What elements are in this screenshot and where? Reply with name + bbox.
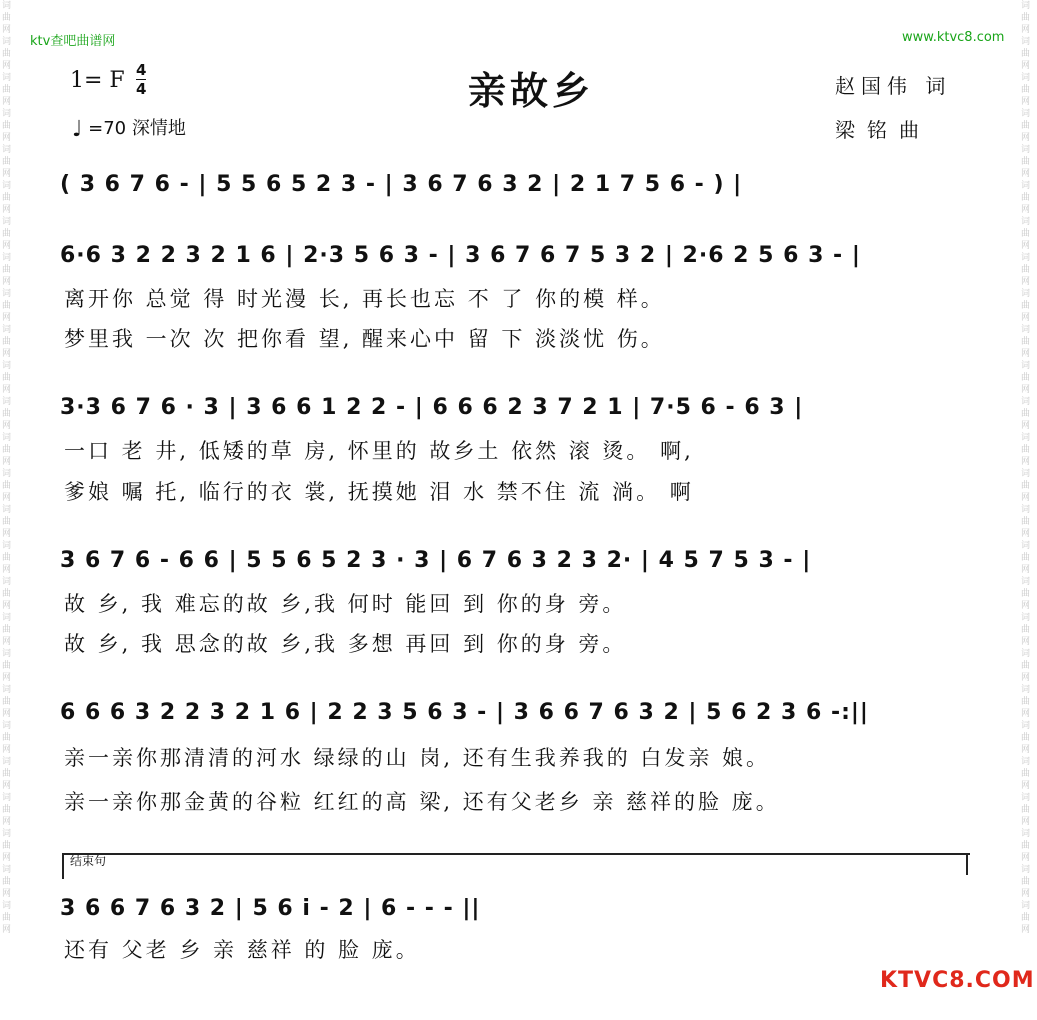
lyricist: 赵国伟 词 (835, 74, 952, 98)
ending-label: 结束句 (70, 854, 107, 868)
side-watermark-right: 词曲网词曲网词曲网词曲网词曲网词曲网词曲网词曲网词曲网词曲网词曲网词曲网词曲网词曲网词曲网词曲网词曲网词曲网词曲网词曲网词曲网词曲网词曲网词曲网词曲网词曲网 (1021, 1, 1031, 935)
ending-bracket (62, 853, 970, 879)
score-line-3-lyric-2: 故 乡, 我 思念的故 乡,我 多想 再回 到 你的身 旁。 (64, 632, 627, 656)
score-line-1-lyric-1: 离开你 总觉 得 时光漫 长, 再长也忘 不 了 你的模 样。 (64, 287, 665, 311)
tempo-text: =70 深情地 (88, 118, 186, 139)
time-bottom: 4 (136, 80, 147, 98)
key-signature: 1= F (70, 68, 125, 93)
logo-text: KTVC8.COM (880, 968, 1035, 993)
score-line-1-lyric-2: 梦里我 一次 次 把你看 望, 醒来心中 留 下 淡淡忧 伤。 (64, 327, 665, 351)
score-line-3-lyric-1: 故 乡, 我 难忘的故 乡,我 何时 能回 到 你的身 旁。 (64, 592, 627, 616)
score-line-2-lyric-1: 一口 老 井, 低矮的草 房, 怀里的 故乡土 依然 滚 烫。 啊, (64, 439, 694, 463)
score-line-5-notes: 3 6 6 7 6 3 2 | 5 6 i - 2 | 6 - - - || (60, 896, 481, 921)
score-line-1-notes: 6·6 3 2 2 3 2 1 6 | 2·3 5 6 3 - | 3 6 7 6 7 5 3 2 | 2·6 2 5 6 3 - | (60, 243, 861, 268)
time-top: 4 (136, 61, 147, 79)
score-line-2-notes: 3·3 6 7 6 · 3 | 3 6 6 1 2 2 - | 6 6 6 2 3 7 2 1 | 7·5 6 - 6 3 | (60, 395, 804, 420)
score-line-2-lyric-2: 爹娘 嘱 托, 临行的衣 裳, 抚摸她 泪 水 禁不住 流 淌。 啊 (64, 480, 694, 504)
score-line-4-notes: 6 6 6 3 2 2 3 2 1 6 | 2 2 3 5 6 3 - | 3 6 6 7 6 3 2 | 5 6 2 3 6 -:|| (60, 700, 869, 725)
watermark-left: ktv查吧曲谱网 (30, 34, 116, 49)
page-title: 亲故乡 (468, 68, 595, 113)
score-line-5-lyric-1: 还有 父老 乡 亲 慈祥 的 脸 庞。 (64, 938, 420, 962)
side-watermark-left: 词曲网词曲网词曲网词曲网词曲网词曲网词曲网词曲网词曲网词曲网词曲网词曲网词曲网词曲网词曲网词曲网词曲网词曲网词曲网词曲网词曲网词曲网词曲网词曲网词曲网词曲网 (2, 1, 12, 935)
score-line-0-notes: ( 3 6 7 6 - | 5 5 6 5 2 3 - | 3 6 7 6 3 2 | 2 1 7 5 6 - ) | (60, 172, 743, 197)
site-logo (880, 968, 1035, 993)
score-line-4-lyric-1: 亲一亲你那清清的河水 绿绿的山 岗, 还有生我养我的 白发亲 娘。 (64, 746, 771, 770)
watermark-right: www.ktvc8.com (902, 30, 1005, 45)
score-line-3-notes: 3 6 7 6 - 6 6 | 5 5 6 5 2 3 · 3 | 6 7 6 3 2 3 2· | 4 5 7 5 3 - | (60, 548, 812, 573)
ending-bracket-end (966, 853, 968, 875)
tempo-marking (72, 114, 186, 142)
time-signature (136, 62, 146, 97)
composer: 梁铭曲 (835, 118, 931, 142)
quarter-note-icon: ♩ (72, 117, 83, 142)
score-line-4-lyric-2: 亲一亲你那金黄的谷粒 红红的高 梁, 还有父老乡 亲 慈祥的脸 庞。 (64, 790, 780, 814)
